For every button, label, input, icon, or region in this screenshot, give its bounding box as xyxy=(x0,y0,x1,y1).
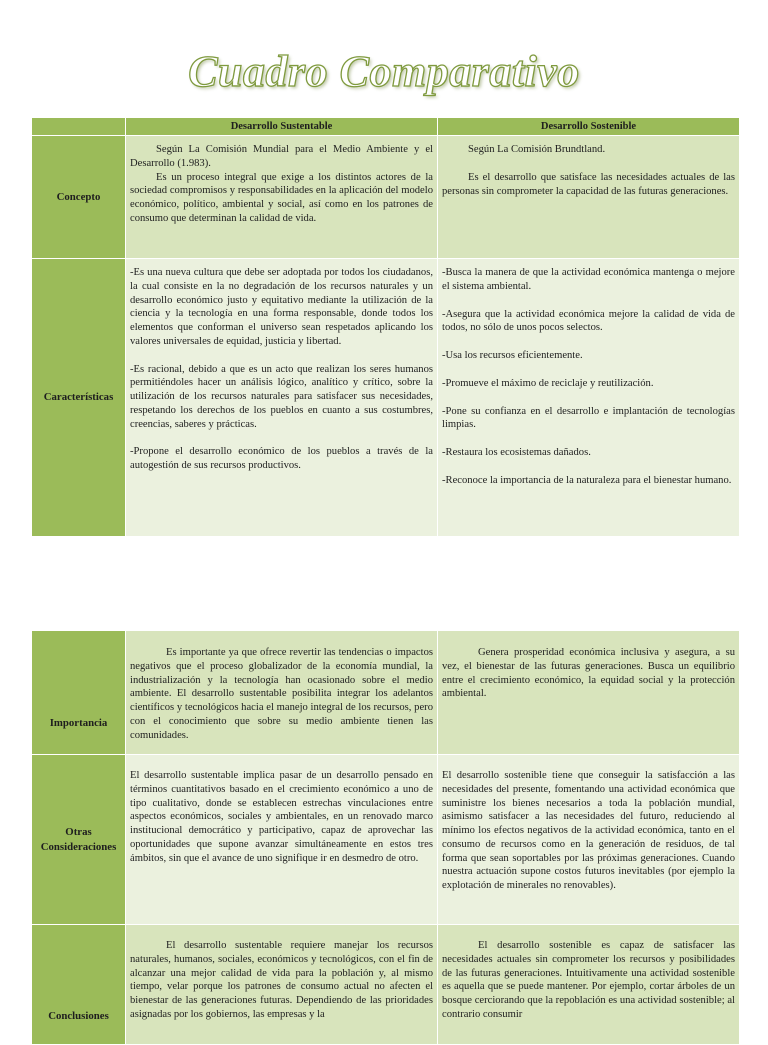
header-sostenible: Desarrollo Sostenible xyxy=(438,118,740,136)
otras-sostenible-text: El desarrollo sostenible tiene que conseguir la satisfacción a las necesidades del presente, fomentando una actividad económica que suministre los bienes necesarios a toda la población mundial, asimismo satisfacer a las necesidades del futuro, reduciendo al mínimo los efectos negativos de la actividad económica, tanto en el consumo de recursos como en la generación de residuos, de tal forma que sean soportables por las próximas generaciones. Cuando nuestra actuación supone costos futuros inevitables (por ejemplo la explotación de minerales no renovables). xyxy=(442,770,735,892)
cell-concepto-sostenible xyxy=(438,136,740,259)
caracteristicas-sostenible-item: -Pone su confianza en el desarrollo e implantación de tecnologías limpias. xyxy=(442,405,735,431)
conclusiones-sustentable-text: El desarrollo sustentable requiere manejar los recursos naturales, humanos, sociales, económicos y tecnológicos, con el fin de alcanzar una mejor calidad de vida para la población y, al mismo tiempo, velar porque los patrones de consumo actual no afecten el bienestar de las generaciones futuras. Dependiendo de las prioridades asignadas por los gobiernos, las empresas y la xyxy=(130,940,433,1020)
row-label-importancia: Importancia xyxy=(32,631,126,755)
caracteristicas-sustentable-item: -Es una nueva cultura que debe ser adoptada por todos los ciudadanos, la cual consiste en la no degradación de los recursos naturales y un desarrollo económico justo y equitativo mediante la utilización de la ciencia y la tecnología en una forma responsable, donde todos los elementos que conforman el universo sean respetados aplicando los valores universales de equidad, justicia y libertad. xyxy=(130,267,433,347)
concepto-sustentable-source: Según La Comisión Mundial para el Medio Ambiente y el Desarrollo (1.983). xyxy=(130,144,433,169)
cell-caracteristicas-sustentable xyxy=(126,259,438,537)
caracteristicas-sostenible-item: -Promueve el máximo de reciclaje y reutilización. xyxy=(442,377,654,389)
caracteristicas-sostenible-item: -Usa los recursos eficientemente. xyxy=(442,350,583,362)
comparison-table-top xyxy=(31,117,740,537)
row-conclusiones xyxy=(32,925,740,1045)
concepto-sustentable-text: Es un proceso integral que exige a los distintos actores de la sociedad compromisos y responsabilidades en la aplicación del modelo económico, político, ambiental y social, así como en los patrones de consumo que determinan la calidad de vida. xyxy=(130,171,433,224)
caracteristicas-sostenible-item: -Busca la manera de que la actividad económica mantenga o mejore el sistema ambiental. xyxy=(442,267,735,292)
row-label-conclusiones: Conclusiones xyxy=(32,925,126,1045)
importancia-sostenible-text: Genera prosperidad económica inclusiva y asegura, a su vez, el bienestar de las futuras generaciones. Busca un equilibrio entre el crecimiento económico, la equidad social y la protección ambiental. xyxy=(442,647,735,700)
row-label-otras-consideraciones: Otras Consideraciones xyxy=(32,755,126,925)
cell-otras-sostenible xyxy=(438,755,740,925)
cell-otras-sustentable xyxy=(126,755,438,925)
header-sustentable: Desarrollo Sustentable xyxy=(126,118,438,136)
document-title: Cuadro Comparativo xyxy=(188,47,580,96)
header-empty-cell xyxy=(32,118,126,136)
caracteristicas-sustentable-item: -Propone el desarrollo económico de los pueblos a través de la autogestión de sus recursos productivos. xyxy=(130,446,433,472)
cell-conclusiones-sostenible xyxy=(438,925,740,1045)
caracteristicas-sostenible-item: -Restaura los ecosistemas dañados. xyxy=(442,447,591,459)
row-otras-consideraciones xyxy=(32,755,740,925)
conclusiones-sostenible-text: El desarrollo sostenible es capaz de satisfacer las necesidades actuales sin comprometer los recursos y posibilidades de las futuras generaciones. Intuitivamente una actividad sostenible es aquella que se puede mantener. Por ejemplo, cortar árboles de un bosque cerciorando que la repoblación es una actividad sostenible; al contrario consumir xyxy=(442,940,735,1020)
comparison-table-bottom xyxy=(31,630,740,1045)
caracteristicas-sostenible-item: -Asegura que la actividad económica mejore la calidad de vida de todos, no sólo de unos pocos selectos. xyxy=(442,308,735,334)
cell-conclusiones-sustentable xyxy=(126,925,438,1045)
concepto-sostenible-source: Según La Comisión Brundtland. xyxy=(468,144,606,155)
cell-importancia-sustentable xyxy=(126,631,438,755)
header-row xyxy=(32,118,740,136)
caracteristicas-sustentable-item: -Es racional, debido a que es un acto que realizan los seres humanos permitiéndoles hacer un análisis lógico, analítico y crítico, sobre la utilización de los recursos naturales para satisfacer sus necesidades, respetando los derechos de los pueblos en cuanto a sus costumbres, creencias, saberes y prácticas. xyxy=(130,363,433,430)
cell-importancia-sostenible xyxy=(438,631,740,755)
otras-sustentable-text: El desarrollo sustentable implica pasar de un desarrollo pensado en términos cuantitativos basado en el crecimiento económico a uno de tipo cualitativo, donde se establecen estrechas vinculaciones entre aspectos económicos, sociales y ambientales, en un renovado marco institucional democrático y participativo, capaz de aprovechar las oportunidades que supone avanzar simultáneamente en estos tres ámbitos, sin que el avance de uno signifique ir en desmedro de otro. xyxy=(130,770,433,864)
row-label-caracteristicas: Características xyxy=(32,259,126,537)
importancia-sustentable-text: Es importante ya que ofrece revertir las tendencias o impactos negativos que el proceso globalizador de la economía mundial, la industrialización y la tecnología han ocasionado sobre el medio ambiente. El desarrollo sustentable posibilita integrar los adelantos científicos y tecnológicos hacia el manejo integral de los recursos, pero con el conocimiento que sobre su medio ambiente tienen las comunidades. xyxy=(130,647,433,741)
cell-caracteristicas-sostenible xyxy=(438,259,740,537)
row-concepto xyxy=(32,136,740,259)
row-label-concepto: Concepto xyxy=(32,136,126,259)
concepto-sostenible-text: Es el desarrollo que satisface las necesidades actuales de las personas sin comprometer la capacidad de las futuras generaciones. xyxy=(442,171,735,197)
row-caracteristicas xyxy=(32,259,740,537)
caracteristicas-sostenible-item: -Reconoce la importancia de la naturaleza para el bienestar humano. xyxy=(442,474,732,486)
row-importancia xyxy=(32,631,740,755)
cell-concepto-sustentable xyxy=(126,136,438,259)
